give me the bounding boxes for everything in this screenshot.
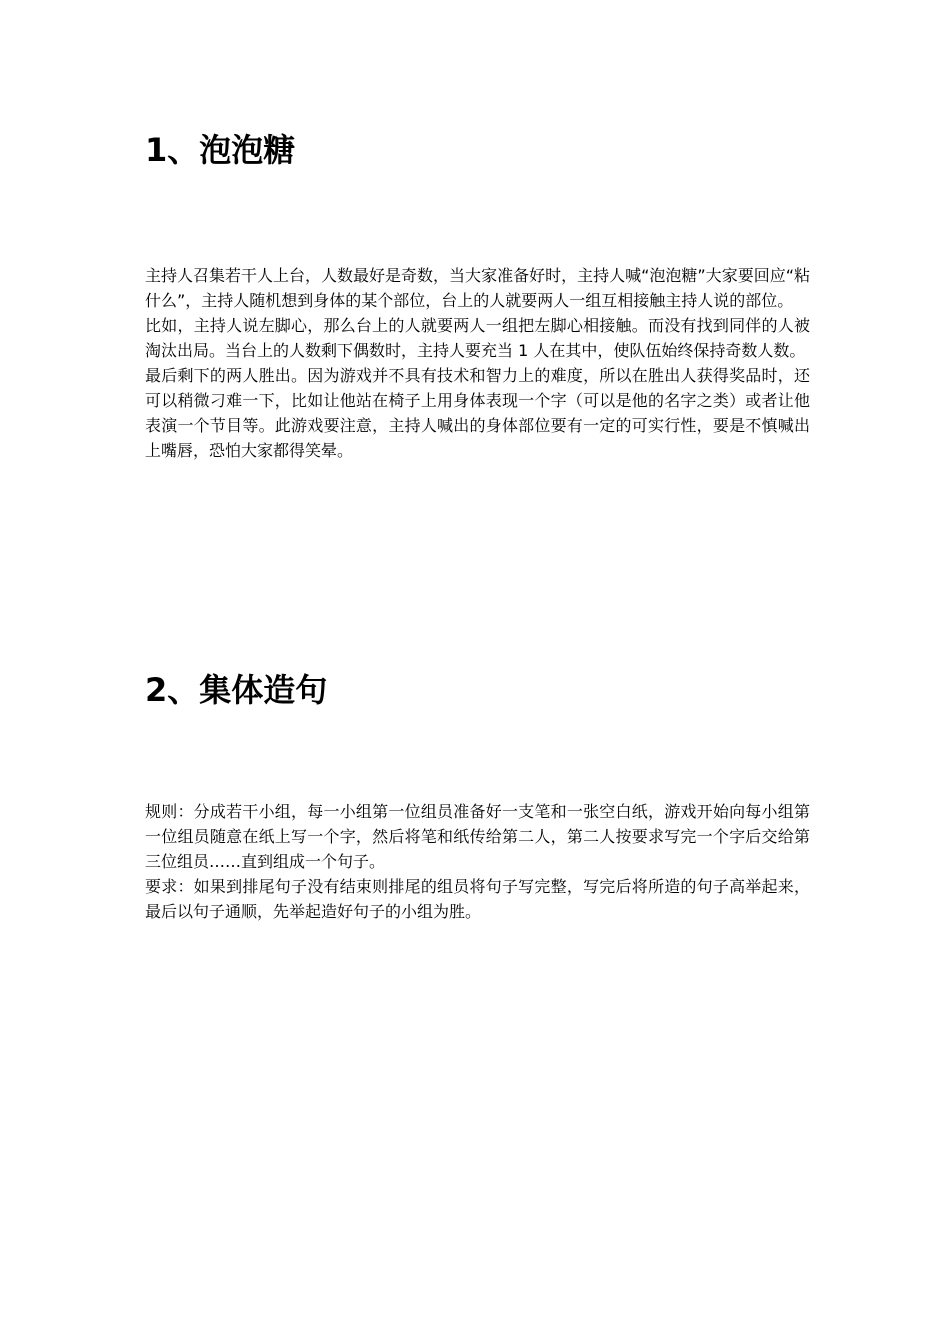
section-title: 1、泡泡糖 [145,131,296,169]
paragraph: 规则：分成若干小组，每一小组第一位组员准备好一支笔和一张空白纸，游戏开始向每小组第一位组员随意在纸上写一个字，然后将笔和纸传给第二人，第二人按要求写完一个字后交给第三位组员……直到组成一个句子。 [145,802,810,871]
section-body [145,263,810,463]
section-group-sentence [145,668,810,924]
section-title: 2、集体造句 [145,671,328,709]
section-body [145,799,810,924]
paragraph: 最后剩下的两人胜出。因为游戏并不具有技术和智力上的难度，所以在胜出人获得奖品时，还可以稍微刁难一下，比如让他站在椅子上用身体表现一个字（可以是他的名字之类）或者让他表演一个节目等。此游戏要注意，主持人喊出的身体部位要有一定的可实行性，要是不慎喊出上嘴唇，恐怕大家都得笑晕。 [145,366,810,460]
paragraph: 主持人召集若干人上台，人数最好是奇数，当大家准备好时，主持人喊“泡泡糖”大家要回应“粘什么”，主持人随机想到身体的某个部位，台上的人就要两人一组互相接触主持人说的部位。 [145,266,810,310]
paragraph: 要求：如果到排尾句子没有结束则排尾的组员将句子写完整，写完后将所造的句子高举起来，最后以句子通顺，先举起造好句子的小组为胜。 [145,877,810,921]
section-bubble-gum [145,128,810,463]
paragraph: 比如，主持人说左脚心，那么台上的人就要两人一组把左脚心相接触。而没有找到同伴的人被淘汰出局。当台上的人数剩下偶数时，主持人要充当 1 人在其中，使队伍始终保持奇数人数。 [145,316,810,360]
